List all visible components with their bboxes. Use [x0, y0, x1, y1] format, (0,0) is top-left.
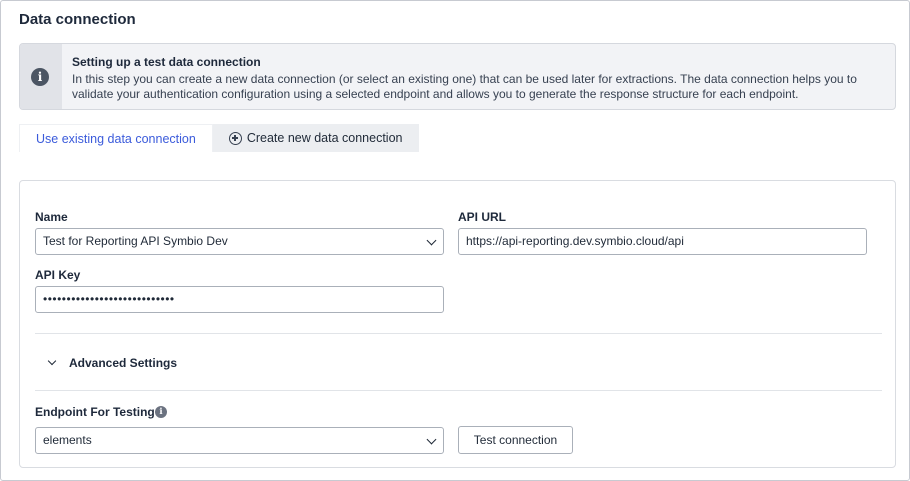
api-key-label: API Key [35, 268, 81, 282]
chevron-down-icon [427, 435, 437, 445]
endpoint-label: Endpoint For Testing [35, 405, 155, 419]
connection-tabs [19, 124, 419, 152]
plus-circle-icon [229, 132, 242, 145]
divider [35, 333, 882, 334]
tab-create-new-label: Create new data connection [246, 131, 403, 145]
chevron-down-icon [427, 236, 437, 246]
endpoint-select-value: elements [43, 433, 92, 447]
info-banner [19, 43, 896, 110]
name-select-value: Test for Reporting API Symbio Dev [43, 234, 228, 248]
divider [35, 390, 882, 391]
connection-form [19, 180, 896, 468]
tab-create-new[interactable] [213, 124, 419, 152]
api-key-input[interactable] [35, 286, 444, 313]
page-title: Data connection [19, 11, 136, 28]
info-icon: i [31, 68, 49, 86]
test-connection-button[interactable]: Test connection [458, 426, 573, 454]
name-label: Name [35, 210, 68, 224]
tab-use-existing[interactable]: Use existing data connection [19, 124, 213, 152]
info-icon[interactable]: i [155, 406, 167, 418]
chevron-down-icon[interactable] [48, 357, 56, 365]
name-select[interactable] [35, 228, 444, 255]
advanced-settings-toggle[interactable]: Advanced Settings [69, 356, 178, 370]
endpoint-select[interactable] [35, 427, 444, 454]
api-url-input[interactable] [458, 228, 867, 255]
info-banner-title: Setting up a test data connection [72, 55, 261, 69]
api-key-value: •••••••••••••••••••••••••••• [43, 292, 175, 306]
info-banner-strip [20, 44, 62, 109]
api-url-label: API URL [458, 210, 506, 224]
info-banner-text: In this step you can create a new data connection (or select an existing one) that can be used later for extractions. The data connection helps you to validate your authentication configuration using a selected endpoint and allows you to generate the response structure for each endpoint. [72, 72, 857, 101]
api-url-value: https://api-reporting.dev.symbio.cloud/api [466, 234, 684, 248]
